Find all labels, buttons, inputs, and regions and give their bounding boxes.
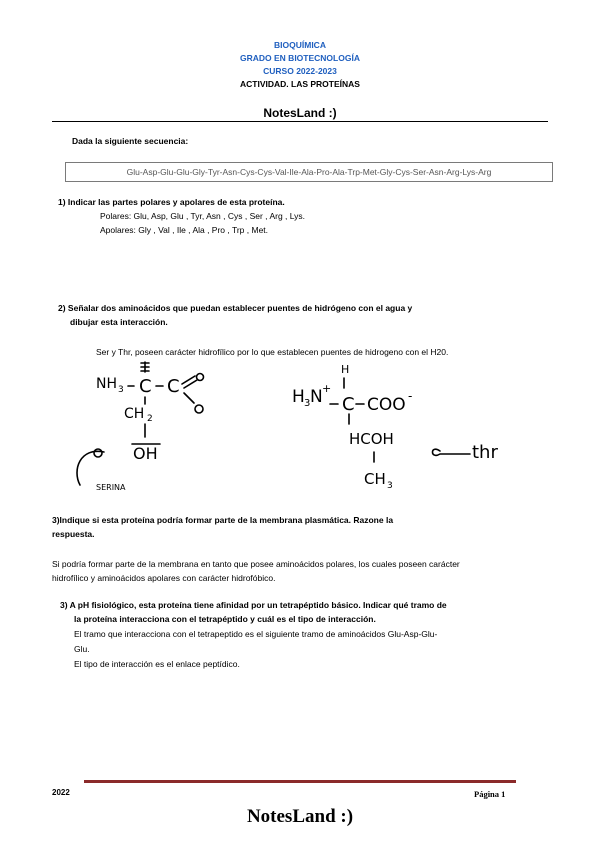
thr-h3n-n: N (310, 387, 323, 407)
q3-question-line2: respuesta. (52, 529, 95, 539)
footer-year: 2022 (52, 788, 70, 797)
q1-polar: Polares: Glu, Asp, Glu , Tyr, Asn , Cys , Ser , Arg , Lys. (100, 211, 306, 221)
thr-label: thr (472, 442, 498, 463)
q4-answer-line2: Glu. (74, 644, 90, 654)
q4-answer-line1: El tramo que interacciona con el tetrapeptido es el siguiente tramo de aminoácidos Glu-Asp-Glu- (74, 629, 438, 639)
thr-h3n-sub: 3 (304, 398, 311, 409)
thr-ch3: CH (364, 470, 386, 488)
footer-divider (84, 780, 516, 783)
watermark-top: NotesLand :) (263, 106, 337, 120)
serine-structure (77, 362, 204, 485)
serine-oh: OH (133, 444, 158, 463)
q2-question-line2: dibujar esta interacción. (70, 317, 168, 327)
thr-hcoh: HCOH (349, 430, 394, 448)
header-subject: BIOQUÍMICA (274, 40, 326, 50)
serine-label: SERINA (96, 483, 126, 492)
q3-answer-line1: Si podría formar parte de la membrana en tanto que posee aminoácidos polares, los cuales poseen carácter (52, 559, 460, 569)
footer-page: Página 1 (474, 789, 506, 799)
serine-nh3-sub: 3 (118, 385, 124, 395)
q1-question: 1) Indicar las partes polares y apolares de esta proteína. (58, 197, 285, 207)
sequence-prompt: Dada la siguiente secuencia: (72, 136, 189, 146)
serine-nh3: NH (96, 376, 117, 392)
q2-answer: Ser y Thr, poseen carácter hidrofílico por lo que establecen puentes de hidrogeno con el H20. (96, 347, 449, 357)
header-course: CURSO 2022-2023 (263, 66, 337, 76)
thr-top-h: H (341, 363, 350, 376)
serine-carboxyl-c: C (167, 376, 180, 397)
q4-answer-line3: El tipo de interacción es el enlace peptídico. (74, 659, 240, 669)
q4-question-line2: la proteína interacciona con el tetrapéptido y cuál es el tipo de interacción. (74, 614, 376, 624)
sequence-box: Glu-Asp-Glu-Glu-Gly-Tyr-Asn-Cys-Cys-Val-Ile-Ala-Pro-Ala-Trp-Met-Gly-Cys-Ser-Asn-Arg-Lys-Arg (65, 162, 553, 182)
thr-h3n: H (292, 387, 305, 407)
thr-minus: - (408, 389, 413, 403)
threonine-structure (292, 363, 470, 491)
thr-coo: COO (367, 395, 406, 415)
header-activity: ACTIVIDAD. LAS PROTEÍNAS (240, 79, 360, 89)
q4-question-line1: 3) A pH fisiológico, esta proteína tiene afinidad por un tetrapéptido básico. Indicar qué tramo de (60, 600, 447, 610)
serine-ch2: CH (124, 406, 145, 422)
thr-alpha-c: C (342, 394, 355, 415)
serine-alpha-c: C (139, 376, 152, 397)
header-degree: GRADO EN BIOTECNOLOGÍA (240, 53, 360, 63)
q2-question-line1: 2) Señalar dos aminoácidos que puedan establecer puentes de hidrógeno con el agua y (58, 303, 413, 313)
watermark-bottom: NotesLand :) (246, 806, 354, 827)
thr-plus: + (322, 382, 332, 395)
serine-ch2-sub: 2 (147, 414, 153, 424)
q1-apolar: Apolares: Gly , Val , Ile , Ala , Pro , Trp , Met. (100, 225, 269, 235)
q3-answer-line2: hidrofílico y aminoácidos apolares con carácter hidrofóbico. (52, 573, 276, 583)
q3-question-line1: 3)Indique si esta proteína podría formar parte de la membrana plasmática. Razone la (52, 515, 394, 525)
thr-ch3-sub: 3 (387, 481, 393, 491)
